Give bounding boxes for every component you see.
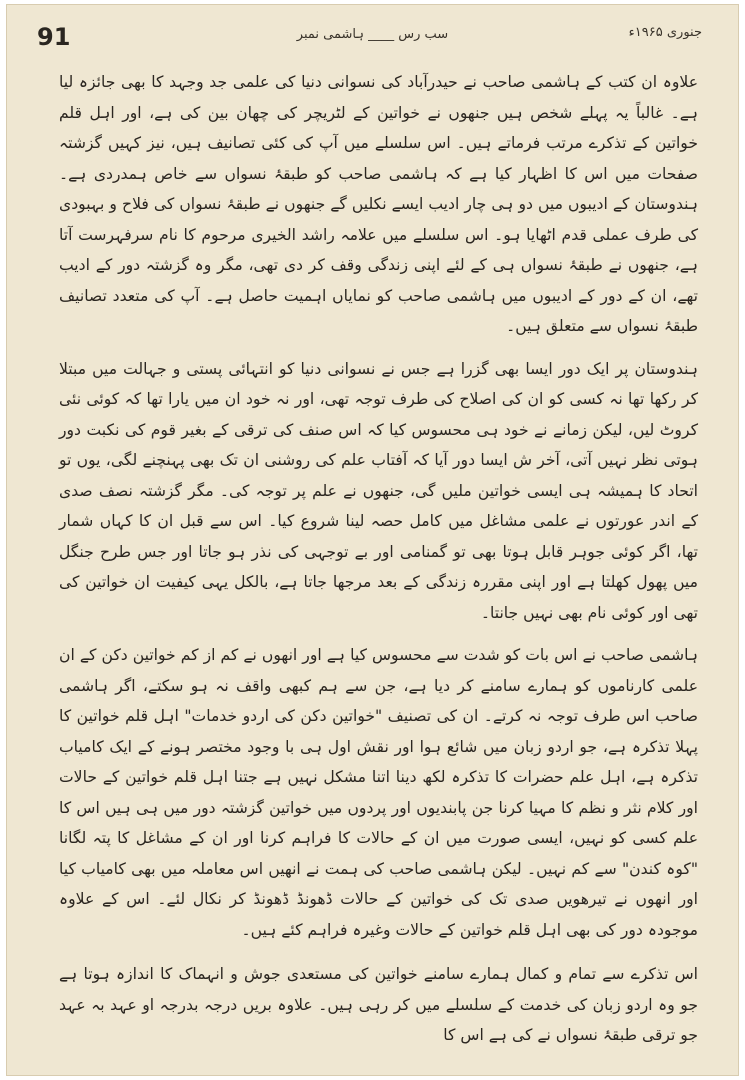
- page-header: [7, 23, 738, 57]
- page-body: [59, 67, 698, 1044]
- manuscript-page: [6, 4, 739, 1076]
- running-title: سب رس ____ ہاشمی نمبر: [296, 27, 449, 42]
- paragraph-4: اس تذکرے سے تمام و کمال ہمارے سامنے خواتین کی مستعدی جوش و انہماک کا اندازہ ہوتا ہے جو وہ اردو زبان کی خدمت کے سلسلے میں کر رہی ہیں۔ علاوہ بریں درجہ بدرجہ او عہد بہ عہد جو ترقی طبقۂ نسواں نے کی ہے اس کا: [59, 965, 698, 1044]
- paragraph-3: ہاشمی صاحب نے اس بات کو شدت سے محسوس کیا ہے اور انھوں نے کم از کم خواتین دکن کے ان علمی کارناموں کو ہمارے سامنے کر دیا ہے، جن سے ہم کبھی واقف نہ ہو سکتے، اگر ہاشمی صاحب اس طرف توجہ نہ کرتے۔ ان کی تصنیف "خواتین دکن کی اردو خدمات" اہل قلم خواتین کا پہلا تذکرہ ہے، جو اردو زبان میں شائع ہوا اور نقش اول ہی با وجود مختصر ہونے کے ایک کامیاب تذکرہ ہے، اہل علم حضرات کا تذکرہ لکھ دینا اتنا مشکل نہیں ہے جتنا اہل قلم خواتین کے حالات اور کلام نثر و نظم کا مہیا کرنا جن پابندیوں اور پردوں میں خواتین گزشتہ دور میں ہی ہیں اس کا علم کسی کو نہیں، ایسی صورت میں ان کے حالات کا فراہم کرنا اور ان کے مشاغل کا پتہ لگانا "کوہ کندن" سے کم نہیں۔ لیکن ہاشمی صاحب کی ہمت نے انھیں اس معاملہ میں بھی کامیاب کیا اور انھوں نے تیرھویں صدی تک کی خواتین کے حالات ڈھونڈ ڈھونڈ کر نکال لئے۔ اس کے علاوہ موجودہ دور کی بھی اہل قلم خواتین کے حالات وغیرہ فراہم کئے ہیں۔: [59, 646, 698, 939]
- page-number: 91: [37, 23, 71, 51]
- paragraph-2: ہندوستان پر ایک دور ایسا بھی گزرا ہے جس نے نسوانی دنیا کو انتہائی پستی و جہالت میں مبتلا کر رکھا تھا نہ کسی کو ان کی اصلاح کی طرف توجہ تھی، اور نہ خود ان میں یارا تھا کہ کوئی نئی کروٹ لیں، لیکن زمانے نے خود ہی محسوس کیا کہ اس صنف کی ترقی کے بغیر قوم کی نکبت دور ہوتی نظر نہیں آتی، آخر ش ایسا دور آیا کہ آفتاب علم کی روشنی ان تک بھی پہنچنے لگی، یوں تو اتحاد کا ہمیشہ ہی ایسی خواتین ملیں گی، جنھوں نے علم پر توجہ کی۔ مگر گزشتہ نصف صدی کے اندر عورتوں نے علمی مشاغل میں کامل حصہ لینا شروع کیا۔ اس سے قبل ان کا کہاں شمار تھا، اگر کوئی جوہر قابل ہوتا بھی تو گمنامی اور بے توجہی کی نذر ہو جاتا اور جس طرح جنگل میں پھول کھلتا ہے اور اپنی مقررہ زندگی کے بعد مرجھا جاتا ہے، بالکل یہی کیفیت ان خواتین کی تھی اور کوئی نام بھی نہیں جانتا۔: [59, 359, 698, 622]
- paragraph-1: علاوہ ان کتب کے ہاشمی صاحب نے حیدرآباد کی نسوانی دنیا کی علمی جد وجہد کا بھی جائزہ لیا ہے۔ غالباً یہ پہلے شخص ہیں جنھوں نے خواتین کے لٹریچر کی چھان بین کی ہے، اور اہل قلم خواتین کے تذکرے مرتب فرماتے ہیں۔ اس سلسلے میں آپ کی کئی تصانیف ہیں، نیز کہیں گزشتہ صفحات میں اس کا اظہار کیا ہے کہ ہاشمی صاحب کو طبقۂ نسواں سے خاص ہمدردی ہے۔ ہندوستان کے ادیبوں میں دو ہی چار ادیب ایسے نکلیں گے جنھوں نے طبقۂ نسواں کی فلاح و بہبودی کی طرف عملی قدم اٹھایا ہو۔ اس سلسلے میں علامہ راشد الخیری مرحوم کا نام سرفہرست آتا ہے، جنھوں نے طبقۂ نسواں ہی کے لئے اپنی زندگی وقف کر دی تھی، مگر وہ گزشتہ دور کے ادیب تھے، ان کے دور کے ادیبوں میں ہاشمی صاحب کو نمایاں اہمیت حاصل ہے۔ آپ کی متعدد تصانیف طبقۂ نسواں سے متعلق ہیں۔: [59, 73, 698, 335]
- issue-date: جنوری ۱۹۶۵ء: [628, 25, 702, 40]
